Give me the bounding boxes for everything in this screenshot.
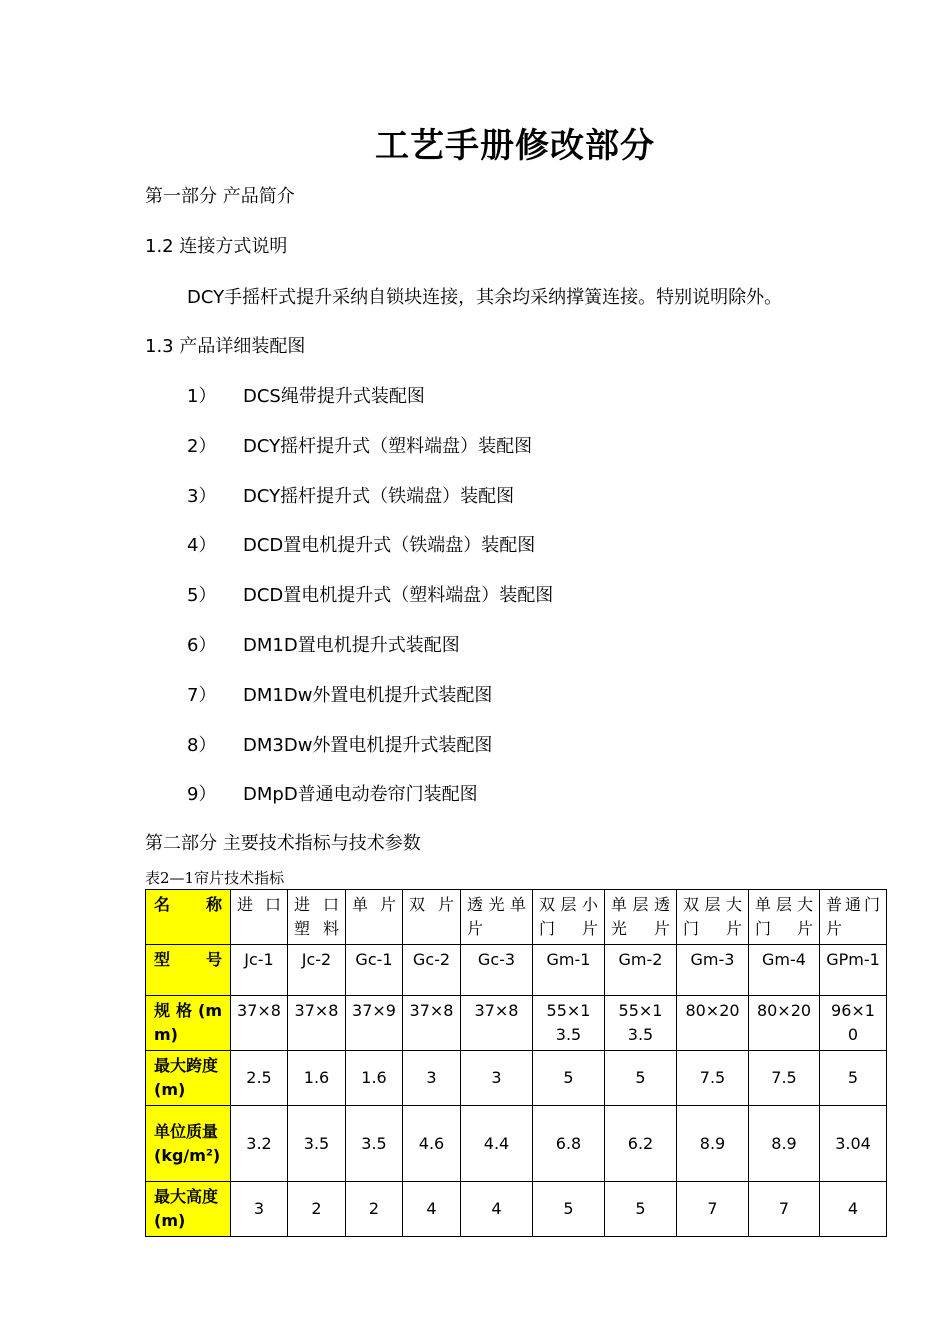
table-cell: 7 bbox=[749, 1182, 820, 1237]
table-cell: Jc-2 bbox=[288, 945, 346, 996]
table-cell: Gm-2 bbox=[605, 945, 677, 996]
table-caption: 表2—1帘片技术指标 bbox=[145, 869, 285, 887]
table-row bbox=[146, 996, 887, 1051]
table-cell: 透光单片 bbox=[461, 890, 533, 945]
table-cell: 37×8 bbox=[288, 996, 346, 1051]
part1-heading: 第一部分 产品简介 bbox=[145, 186, 295, 207]
list-item: 3） DCY摇杆提升式（铁端盘）装配图 bbox=[187, 486, 515, 507]
row-header-unit-mass: 单位质量(kg/m²) bbox=[146, 1106, 231, 1182]
list-item: 9） DMpD普通电动卷帘门装配图 bbox=[187, 784, 478, 805]
table-cell: 8.9 bbox=[677, 1106, 749, 1182]
table-cell: 普通门片 bbox=[820, 890, 887, 945]
table-cell: 80×20 bbox=[677, 996, 749, 1051]
table-cell: 8.9 bbox=[749, 1106, 820, 1182]
table-cell: 37×8 bbox=[461, 996, 533, 1051]
table-cell: 双层大门片 bbox=[677, 890, 749, 945]
table-cell: 双片 bbox=[403, 890, 461, 945]
table-cell: Gm-4 bbox=[749, 945, 820, 996]
table-cell: Gm-1 bbox=[533, 945, 605, 996]
table-cell: Gc-3 bbox=[461, 945, 533, 996]
list-item: 5） DCD置电机提升式（塑料端盘）装配图 bbox=[187, 585, 554, 606]
table-cell: 3.5 bbox=[288, 1106, 346, 1182]
table-cell: 4.6 bbox=[403, 1106, 461, 1182]
table-cell: 2.5 bbox=[231, 1051, 288, 1106]
section-1-2-body: DCY手摇杆式提升采纳自锁块连接，其余均采纳撑簧连接。特别说明除外。 bbox=[187, 287, 783, 308]
table-cell: 双层小门片 bbox=[533, 890, 605, 945]
table-row bbox=[146, 890, 887, 945]
table-cell: 3 bbox=[403, 1051, 461, 1106]
row-header-max-span: 最大跨度(m) bbox=[146, 1051, 231, 1106]
table-cell: 4 bbox=[820, 1182, 887, 1237]
table-cell: 2 bbox=[346, 1182, 403, 1237]
table-cell: Gm-3 bbox=[677, 945, 749, 996]
table-cell: 6.2 bbox=[605, 1106, 677, 1182]
table-row bbox=[146, 1182, 887, 1237]
row-header-name: 名称 bbox=[146, 890, 231, 945]
table-cell: 37×8 bbox=[403, 996, 461, 1051]
section-1-3-heading: 1.3 产品详细装配图 bbox=[145, 336, 306, 357]
table-cell: 37×9 bbox=[346, 996, 403, 1051]
section-1-2-heading: 1.2 连接方式说明 bbox=[145, 236, 288, 257]
table-cell: 7.5 bbox=[749, 1051, 820, 1106]
list-item: 8） DM3Dw外置电机提升式装配图 bbox=[187, 735, 493, 756]
table-cell: 进口 bbox=[231, 890, 288, 945]
row-header-spec: 规格(mm) bbox=[146, 996, 231, 1051]
table-cell: 4 bbox=[403, 1182, 461, 1237]
list-item: 6） DM1D置电机提升式装配图 bbox=[187, 635, 460, 656]
table-cell: 3 bbox=[461, 1051, 533, 1106]
table-cell: 4.4 bbox=[461, 1106, 533, 1182]
table-cell: 3.5 bbox=[346, 1106, 403, 1182]
table-cell: 6.8 bbox=[533, 1106, 605, 1182]
row-header-max-height: 最大高度(m) bbox=[146, 1182, 231, 1237]
table-cell: Jc-1 bbox=[231, 945, 288, 996]
table-cell: 单层透光片 bbox=[605, 890, 677, 945]
table-cell: 3.04 bbox=[820, 1106, 887, 1182]
list-item: 4） DCD置电机提升式（铁端盘）装配图 bbox=[187, 535, 536, 556]
table-cell: 55×13.5 bbox=[605, 996, 677, 1051]
list-item: 2） DCY摇杆提升式（塑料端盘）装配图 bbox=[187, 436, 533, 457]
table-cell: 4 bbox=[461, 1182, 533, 1237]
table-row bbox=[146, 1106, 887, 1182]
table-cell: 7.5 bbox=[677, 1051, 749, 1106]
table-cell: 3.2 bbox=[231, 1106, 288, 1182]
table-cell: 55×13.5 bbox=[533, 996, 605, 1051]
table-row bbox=[146, 945, 887, 996]
list-item: 1） DCS绳带提升式装配图 bbox=[187, 386, 425, 407]
table-cell: 37×8 bbox=[231, 996, 288, 1051]
table-cell: 进口塑料 bbox=[288, 890, 346, 945]
part2-heading: 第二部分 主要技术指标与技术参数 bbox=[145, 833, 421, 854]
table-cell: 3 bbox=[231, 1182, 288, 1237]
table-cell: 7 bbox=[677, 1182, 749, 1237]
table-cell: 80×20 bbox=[749, 996, 820, 1051]
slat-spec-table bbox=[145, 889, 887, 1237]
table-cell: 5 bbox=[533, 1051, 605, 1106]
table-cell: 单层大门片 bbox=[749, 890, 820, 945]
page-title: 工艺手册修改部分 bbox=[375, 126, 655, 166]
row-header-model: 型号 bbox=[146, 945, 231, 996]
table-cell: Gc-2 bbox=[403, 945, 461, 996]
table-cell: 5 bbox=[605, 1182, 677, 1237]
table-cell: 单片 bbox=[346, 890, 403, 945]
table-cell: 96×10 bbox=[820, 996, 887, 1051]
table-cell: Gc-1 bbox=[346, 945, 403, 996]
table-cell: GPm-1 bbox=[820, 945, 887, 996]
table-cell: 5 bbox=[533, 1182, 605, 1237]
table-cell: 1.6 bbox=[288, 1051, 346, 1106]
table-cell: 5 bbox=[820, 1051, 887, 1106]
list-item: 7） DM1Dw外置电机提升式装配图 bbox=[187, 685, 493, 706]
table-cell: 2 bbox=[288, 1182, 346, 1237]
table-cell: 1.6 bbox=[346, 1051, 403, 1106]
table-cell: 5 bbox=[605, 1051, 677, 1106]
table-row bbox=[146, 1051, 887, 1106]
